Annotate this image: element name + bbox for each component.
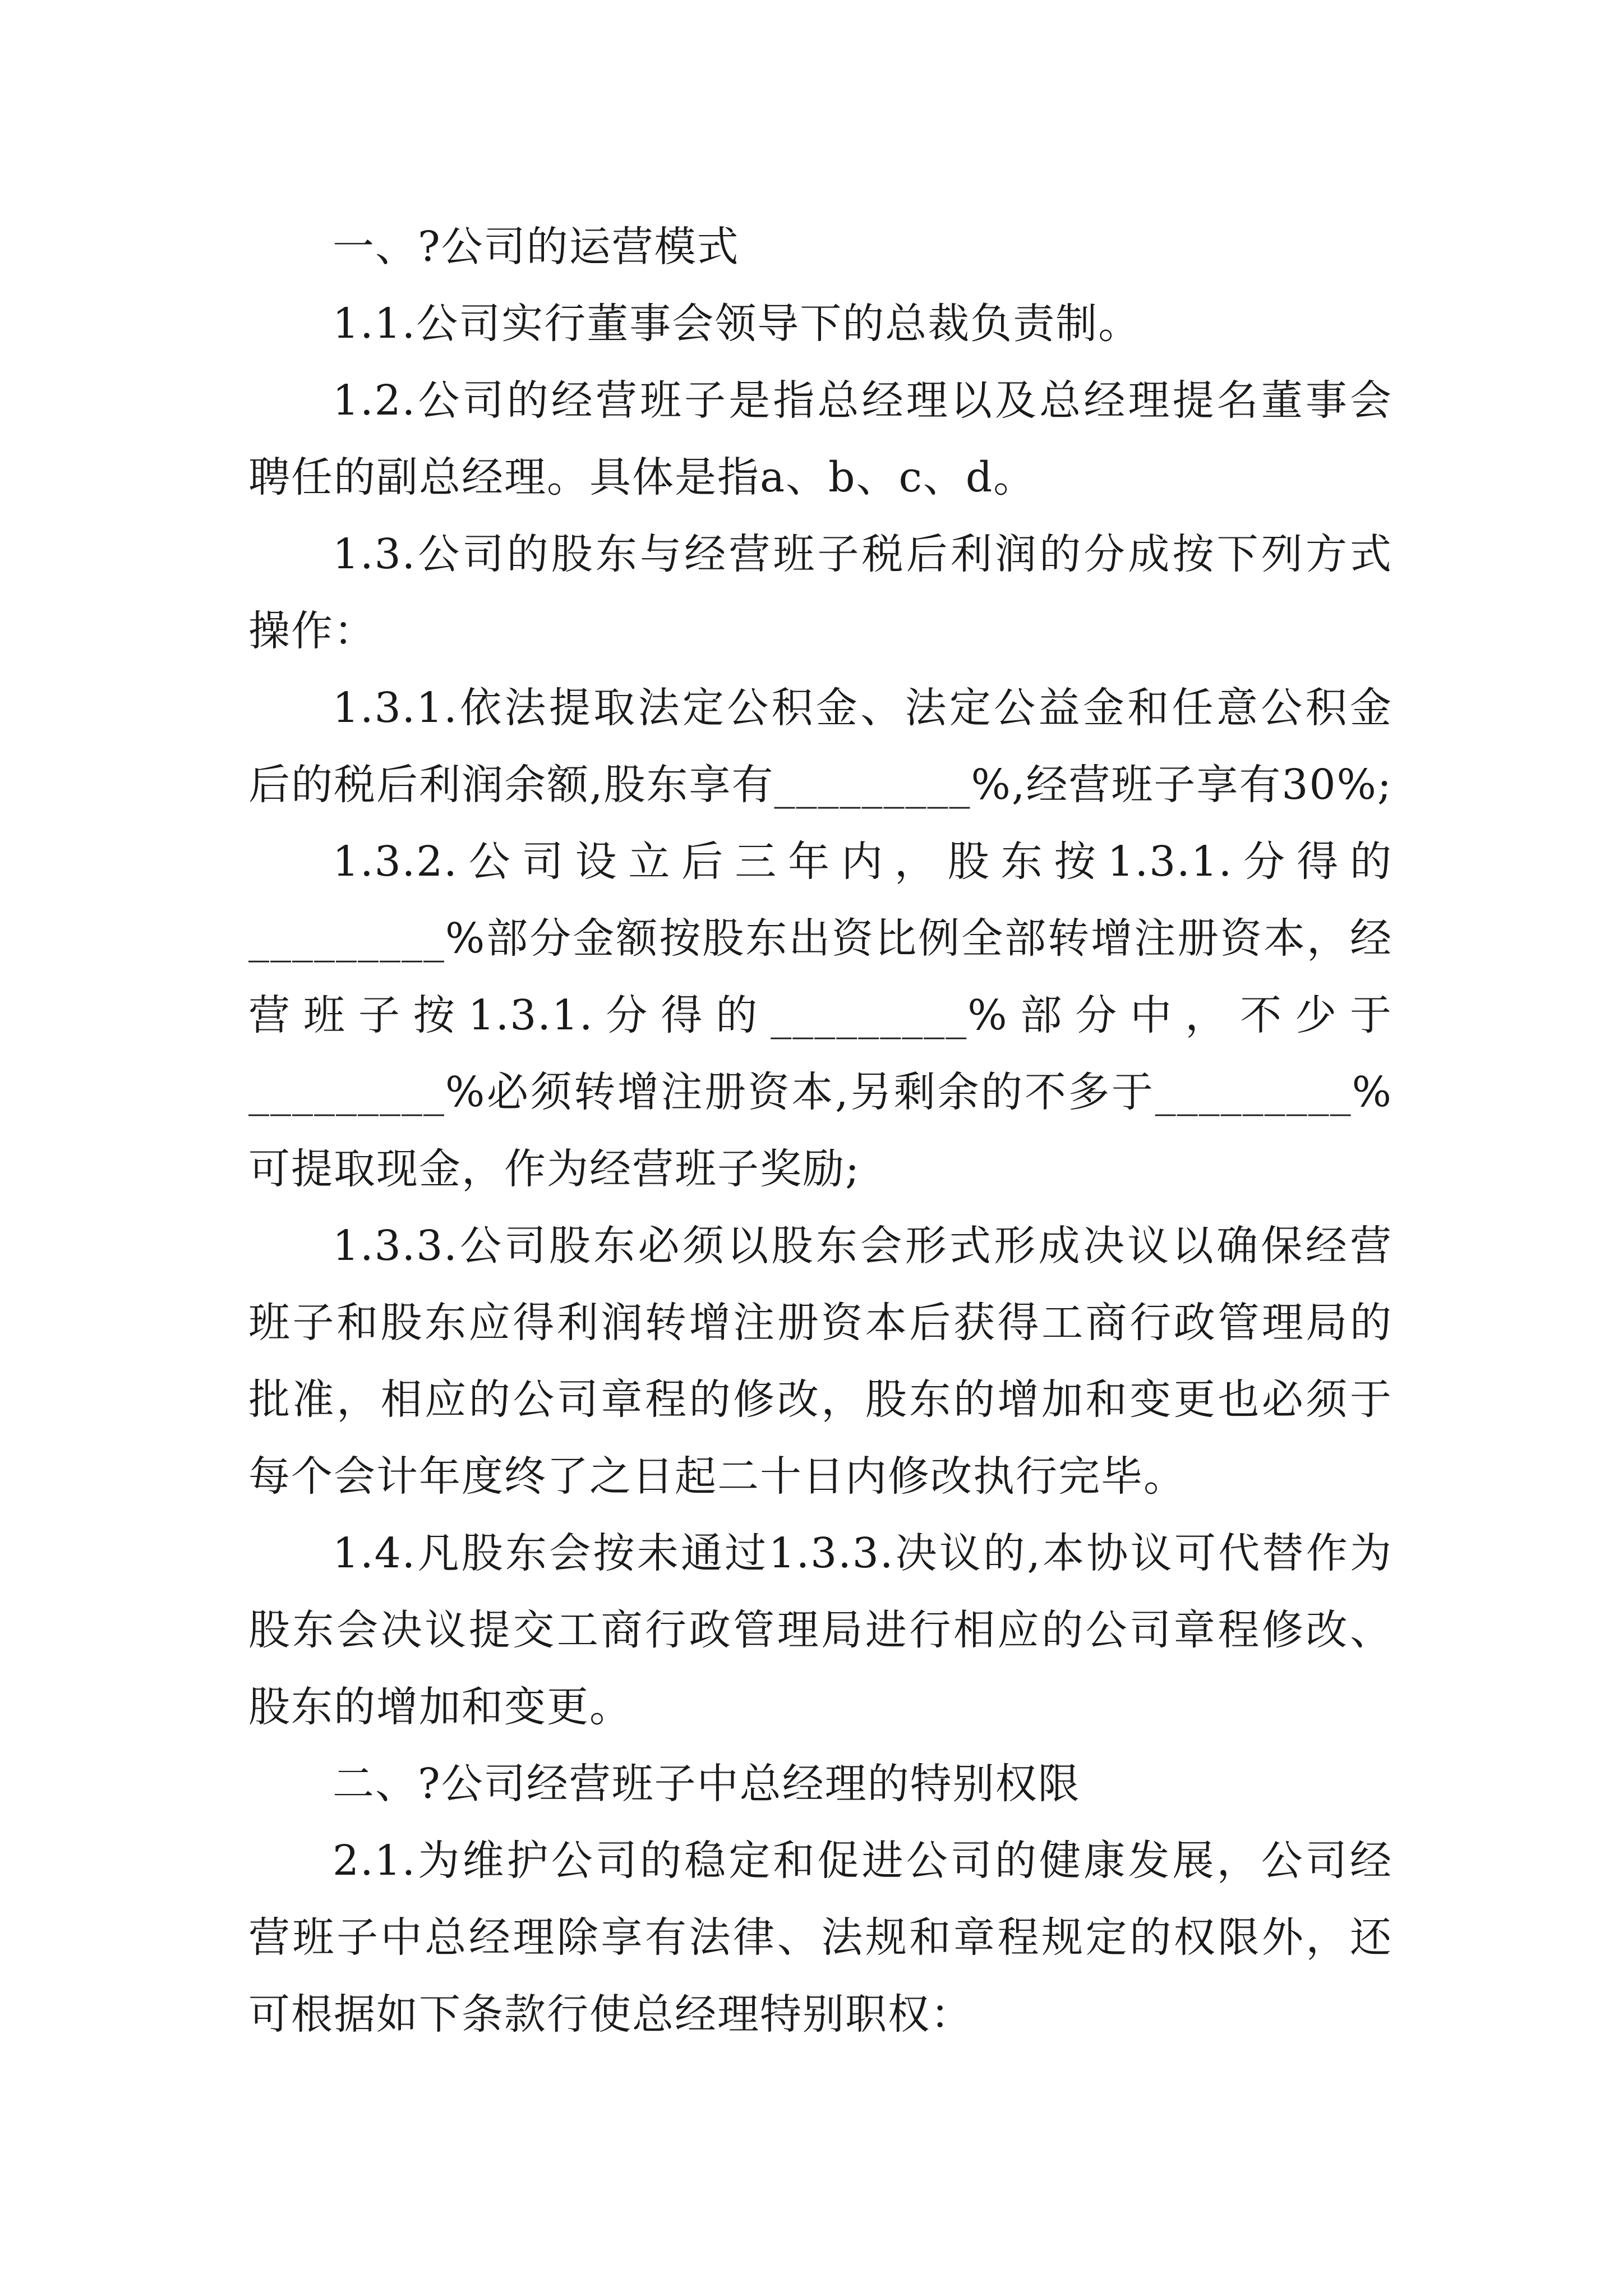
section-heading-2: 二、?公司经营班子中总经理的特别权限 xyxy=(333,1760,1081,1808)
clause-1-3: 1.3.公司的股东与经营班子税后利润的分成按下列方式操作： xyxy=(248,530,1393,655)
section-heading-1: 一、?公司的运营模式 xyxy=(333,223,740,271)
clause-1-3-1: 1.3.1.依法提取法定公积金、法定公益金和任意公积金后的税后利润余额,股东享有_________%,经营班子享有30%; xyxy=(248,684,1393,809)
clause-2-1: 2.1.为维护公司的稳定和促进公司的健康发展，公司经营班子中总经理除享有法律、法规和章程规定的权限外，还可根据如下条款行使总经理特别职权： xyxy=(248,1837,1393,2039)
clause-1-2: 1.2.公司的经营班子是指总经理以及总经理提名董事会聘任的副总经理。具体是指a、b、c、d。 xyxy=(248,376,1393,501)
clause-1-4: 1.4.凡股东会按未通过1.3.3.决议的,本协议可代替作为股东会决议提交工商行政管理局进行相应的公司章程修改、股东的增加和变更。 xyxy=(248,1529,1393,1731)
document-body xyxy=(248,209,1393,2053)
clause-1-1: 1.1.公司实行董事会领导下的总裁负责制。 xyxy=(333,300,1141,348)
clause-1-3-2: 1.3.2.公司设立后三年内，股东按1.3.1.分得的_________%部分金额按股东出资比例全部转增注册资本，经营班子按1.3.1.分得的_________%部分中，不少于_________%必须转增注册资本,另剩余的不多于_________%可提取现金，作为经营班子奖励; xyxy=(248,838,1393,1193)
clause-1-3-3: 1.3.3.公司股东必须以股东会形式形成决议以确保经营班子和股东应得利润转增注册资本后获得工商行政管理局的批准，相应的公司章程的修改，股东的增加和变更也必须于每个会计年度终了之日起二十日内修改执行完毕。 xyxy=(248,1222,1393,1501)
